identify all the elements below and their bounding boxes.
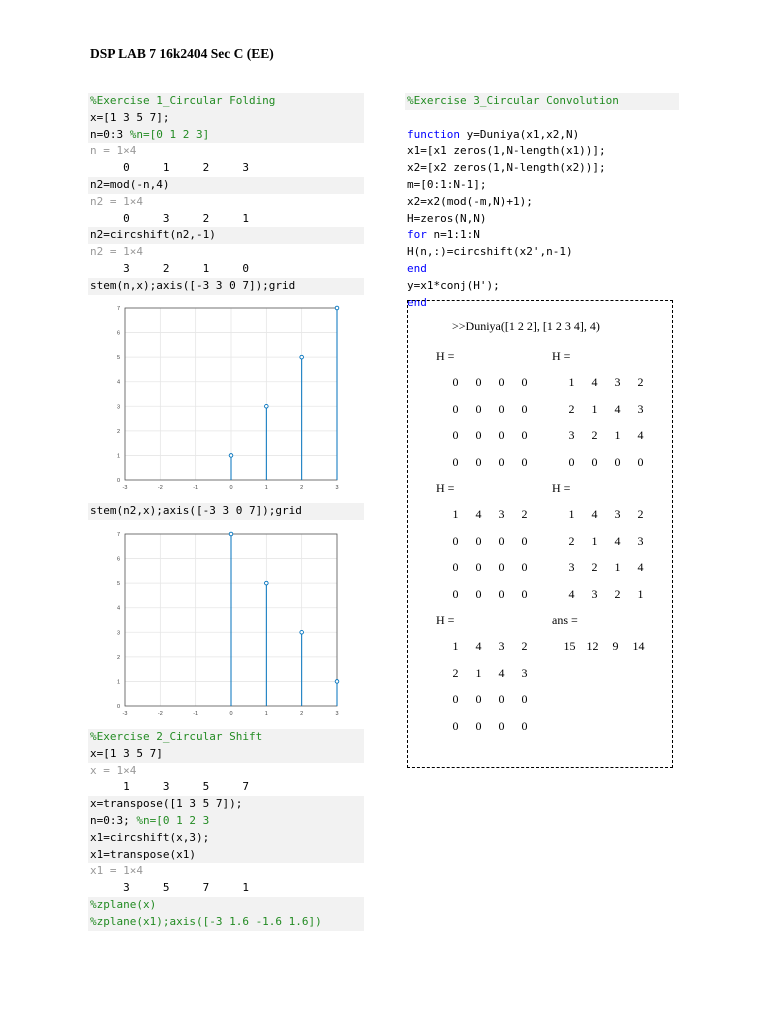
code-text: for <box>407 228 427 242</box>
code-line <box>405 227 679 244</box>
code-text: n = 1×4 <box>90 144 137 158</box>
code-line <box>88 110 364 127</box>
code-text: %Exercise 3_Circular Convolution <box>407 94 619 107</box>
code-line <box>88 847 364 864</box>
matrix-cell: 1 <box>568 507 575 521</box>
code-extra: %n=[0 1 2 3 <box>136 813 210 827</box>
matrix-row <box>444 719 536 734</box>
matrix-cell: 2 <box>452 665 459 680</box>
matrix-row <box>444 428 536 443</box>
code-text: n2=mod(-n,4) <box>90 177 170 191</box>
matrix-cell: 0 <box>521 692 528 706</box>
matrix-cell: 4 <box>637 428 644 442</box>
code-line <box>88 746 364 763</box>
x-tick-label: -3 <box>122 711 128 717</box>
code-block-exercise-2 <box>88 729 364 931</box>
matrix-cell: 0 <box>521 428 528 442</box>
code-text: x=[1 3 5 7] <box>90 746 163 760</box>
x-tick-label: 3 <box>335 485 339 491</box>
matrix-cell: 4 <box>568 586 575 601</box>
matrix-row <box>444 639 536 654</box>
matrix-row <box>560 402 652 417</box>
ans-row <box>558 639 650 654</box>
code-text: %Exercise 1_Circular Folding <box>90 94 276 107</box>
code-text: x1=circshift(x,3); <box>90 830 210 844</box>
x-tick-label: 0 <box>229 711 233 717</box>
code-text: 0 1 2 3 <box>90 161 249 175</box>
matrix-cell: 0 <box>521 586 528 601</box>
x-tick-label: -1 <box>193 711 199 717</box>
y-tick-label: 5 <box>116 355 120 362</box>
code-line <box>405 244 679 261</box>
stem-marker <box>300 355 304 359</box>
y-tick-label: 7 <box>116 306 120 312</box>
matrix-cell: 3 <box>521 665 528 680</box>
matrix-cell: 4 <box>498 665 505 680</box>
matrix-row <box>444 692 536 707</box>
matrix-row <box>444 375 536 390</box>
matrix-cell: 4 <box>475 639 482 653</box>
code-line <box>88 143 364 160</box>
matrix-cell: 2 <box>591 428 598 442</box>
code-text: 3 2 1 0 <box>90 261 249 275</box>
matrix-cell: 3 <box>591 586 598 601</box>
code-line <box>88 830 364 847</box>
matrix-cell: 4 <box>591 507 598 521</box>
matrix-cell: 1 <box>591 533 598 548</box>
y-tick-label: 5 <box>116 581 120 588</box>
code-text: x=[1 3 5 7]; <box>90 110 170 124</box>
h-label: H = <box>436 349 455 363</box>
matrix-cell: 0 <box>498 560 505 574</box>
code-line <box>405 177 679 194</box>
y-tick-label: 4 <box>116 379 120 386</box>
code-text: stem(n,x);axis([-3 3 0 7]);grid <box>90 278 296 292</box>
y-tick-label: 2 <box>116 428 120 435</box>
code-text: %zplane(x1);axis([-3 1.6 -1.6 1.6]) <box>90 914 322 928</box>
matrix-cell: 1 <box>475 665 482 680</box>
matrix-row <box>560 428 652 443</box>
matrix-cell: 0 <box>568 454 575 469</box>
matrix-cell: 3 <box>614 375 621 389</box>
code-text: x=transpose([1 3 5 7]); <box>90 797 243 811</box>
code-text: x1=transpose(x1) <box>90 847 196 861</box>
y-tick-label: 0 <box>116 478 120 484</box>
stem-plot-2 <box>110 528 350 720</box>
code-line <box>405 194 679 211</box>
matrix-cell: 0 <box>452 375 459 389</box>
matrix-row <box>560 587 652 602</box>
matrix-cell: 0 <box>475 375 482 389</box>
code-text: n2=circshift(n2,-1) <box>90 228 216 242</box>
code-text: n=0:3 <box>90 127 130 141</box>
code-line <box>88 880 364 897</box>
code-line <box>88 796 364 813</box>
matrix-cell: 2 <box>591 560 598 574</box>
matrix-cell: 0 <box>452 454 459 469</box>
code-extra: y=Duniya(x1,x2,N) <box>459 127 580 141</box>
x-tick-label: 3 <box>335 711 339 717</box>
stem-plot-1 <box>110 302 350 494</box>
code-text: H(n,:)=circshift(x2',n-1) <box>407 245 573 259</box>
code-line <box>88 160 364 177</box>
code-text: m=[0:1:N-1]; <box>407 177 487 191</box>
matrix-row <box>444 560 536 575</box>
matrix-cell: 1 <box>452 639 459 653</box>
matrix-cell: 2 <box>637 507 644 521</box>
matrix-row <box>444 666 536 681</box>
code-text: x2=[x2 zeros(1,N-length(x2))]; <box>407 161 606 175</box>
matrix-cell: 4 <box>614 401 621 416</box>
matrix-cell: 1 <box>591 401 598 416</box>
matrix-row <box>444 507 536 522</box>
matrix-cell: 2 <box>521 507 528 521</box>
code-line <box>88 763 364 780</box>
code-line <box>405 261 679 278</box>
code-line <box>405 160 679 177</box>
code-text: end <box>407 295 427 309</box>
code-text: 0 3 2 1 <box>90 211 249 225</box>
code-extra: n=1:1:N <box>426 228 480 242</box>
code-text: end <box>407 261 427 275</box>
matrix-cell: 3 <box>637 533 644 548</box>
code-block-exercise-1 <box>88 93 364 295</box>
stem-marker <box>265 581 269 585</box>
code-line <box>405 127 679 144</box>
matrix-row <box>560 375 652 390</box>
y-tick-label: 3 <box>116 404 120 411</box>
matrix-cell: 0 <box>475 692 482 706</box>
code-text: x2=x2(mod(-m,N)+1); <box>407 194 533 208</box>
code-line <box>88 227 364 244</box>
matrix-cell: 0 <box>521 718 528 733</box>
matrix-row <box>444 587 536 602</box>
matrix-cell: 1 <box>614 428 621 442</box>
matrix-cell: 2 <box>568 533 575 548</box>
code-line <box>405 278 679 295</box>
ans-cell: 15 <box>563 639 576 653</box>
matrix-cell: 0 <box>498 692 505 706</box>
code-line <box>88 261 364 278</box>
page-title: DSP LAB 7 16k2404 Sec C (EE) <box>90 46 274 61</box>
code-line <box>88 729 364 746</box>
code-text: x1 = 1×4 <box>90 864 143 878</box>
stem-marker <box>229 532 233 536</box>
output-box <box>407 300 673 768</box>
matrix-cell: 4 <box>475 507 482 521</box>
y-tick-label: 2 <box>116 654 120 661</box>
matrix-cell: 0 <box>452 533 459 548</box>
code-line <box>88 244 364 261</box>
matrix-cell: 4 <box>614 533 621 548</box>
ans-cell: 14 <box>632 639 645 653</box>
code-text: %Exercise 2_Circular Shift <box>90 730 263 743</box>
x-tick-label: 2 <box>300 711 304 717</box>
matrix-cell: 0 <box>591 454 598 469</box>
code-line <box>405 143 679 160</box>
matrix-cell: 2 <box>521 639 528 653</box>
matrix-cell: 3 <box>637 401 644 416</box>
x-tick-label: 1 <box>264 485 268 491</box>
matrix-cell: 0 <box>498 586 505 601</box>
code-text: %zplane(x) <box>90 897 157 911</box>
code-line <box>88 278 364 295</box>
matrix-cell: 0 <box>452 401 459 416</box>
code-text: function <box>407 127 460 141</box>
ans-label: ans = <box>552 613 578 627</box>
y-tick-label: 6 <box>116 556 120 563</box>
code-line <box>88 127 364 144</box>
stem-marker <box>229 454 233 458</box>
code-block-stem-2 <box>88 503 364 520</box>
matrix-cell: 0 <box>498 428 505 442</box>
code-line <box>405 211 679 228</box>
ans-cell: 9 <box>612 639 619 653</box>
matrix-cell: 1 <box>452 507 459 521</box>
matrix-row <box>560 455 652 470</box>
x-tick-label: -2 <box>157 711 163 717</box>
matrix-cell: 0 <box>475 560 482 574</box>
code-text: y=x1*conj(H'); <box>407 278 500 292</box>
h-label: H = <box>552 481 571 495</box>
matrix-cell: 0 <box>521 401 528 416</box>
matrix-cell: 0 <box>452 560 459 574</box>
matrix-cell: 0 <box>475 586 482 601</box>
y-tick-label: 4 <box>116 605 120 612</box>
code-text: 1 3 5 7 <box>90 780 249 794</box>
matrix-cell: 0 <box>475 401 482 416</box>
matrix-row <box>560 560 652 575</box>
matrix-cell: 0 <box>521 454 528 469</box>
ans-cell: 12 <box>586 639 599 653</box>
matrix-cell: 4 <box>637 560 644 574</box>
code-text: stem(n2,x);axis([-3 3 0 7]);grid <box>90 504 302 517</box>
code-text: x1=[x1 zeros(1,N-length(x1))]; <box>407 144 606 158</box>
code-text: n2 = 1×4 <box>90 194 143 208</box>
code-line <box>405 110 679 127</box>
matrix-cell: 0 <box>475 533 482 548</box>
code-line <box>88 863 364 880</box>
code-line <box>88 194 364 211</box>
matrix-cell: 3 <box>614 507 621 521</box>
x-tick-label: 1 <box>264 711 268 717</box>
x-tick-label: 2 <box>300 485 304 491</box>
matrix-cell: 0 <box>498 401 505 416</box>
matrix-cell: 3 <box>568 560 575 574</box>
matrix-cell: 0 <box>452 586 459 601</box>
matrix-cell: 0 <box>498 533 505 548</box>
y-tick-label: 1 <box>116 679 120 686</box>
matrix-cell: 3 <box>498 507 505 521</box>
code-block-exercise-3 <box>405 93 679 311</box>
matrix-cell: 4 <box>591 375 598 389</box>
code-text: n=0:3; <box>90 813 137 827</box>
code-text: 3 5 7 1 <box>90 881 249 895</box>
matrix-cell: 0 <box>475 428 482 442</box>
matrix-row <box>444 455 536 470</box>
code-line <box>88 93 364 110</box>
matrix-cell: 1 <box>637 586 644 601</box>
matrix-cell: 2 <box>614 586 621 601</box>
matrix-cell: 0 <box>452 428 459 442</box>
code-text: H=zeros(N,N) <box>407 211 487 225</box>
matrix-cell: 0 <box>498 375 505 389</box>
code-text: x = 1×4 <box>90 763 137 777</box>
stem-marker <box>335 306 339 310</box>
matrix-row <box>560 534 652 549</box>
stem-marker <box>265 404 269 408</box>
matrix-row <box>444 402 536 417</box>
matrix-row <box>560 507 652 522</box>
code-line <box>88 897 364 914</box>
x-tick-label: 0 <box>229 485 233 491</box>
matrix-cell: 1 <box>614 560 621 574</box>
x-tick-label: -2 <box>157 485 163 491</box>
matrix-cell: 2 <box>568 401 575 416</box>
matrix-cell: 0 <box>475 454 482 469</box>
matrix-cell: 3 <box>568 428 575 442</box>
x-tick-label: -1 <box>193 485 199 491</box>
matrix-cell: 1 <box>568 375 575 389</box>
matrix-cell: 0 <box>637 454 644 469</box>
h-label: H = <box>436 613 455 627</box>
x-tick-label: -3 <box>122 485 128 491</box>
code-line <box>88 211 364 228</box>
h-label: H = <box>552 349 571 363</box>
y-tick-label: 0 <box>116 704 120 710</box>
code-line <box>88 503 364 520</box>
h-label: H = <box>436 481 455 495</box>
stem-marker <box>300 630 304 634</box>
matrix-cell: 0 <box>521 533 528 548</box>
stem-marker <box>335 680 339 684</box>
code-extra: %n=[0 1 2 3] <box>129 127 210 141</box>
code-line <box>405 93 679 110</box>
matrix-cell: 0 <box>521 560 528 574</box>
matrix-cell: 0 <box>452 692 459 706</box>
matrix-cell: 0 <box>498 718 505 733</box>
y-tick-label: 1 <box>116 453 120 460</box>
y-tick-label: 7 <box>116 532 120 538</box>
y-tick-label: 6 <box>116 330 120 337</box>
matrix-row <box>444 534 536 549</box>
code-line <box>88 177 364 194</box>
matrix-cell: 0 <box>452 718 459 733</box>
code-line <box>88 813 364 830</box>
matrix-cell: 2 <box>637 375 644 389</box>
matrix-cell: 0 <box>614 454 621 469</box>
code-text: n2 = 1×4 <box>90 245 143 259</box>
matrix-cell: 0 <box>498 454 505 469</box>
matrix-cell: 3 <box>498 639 505 653</box>
matrix-cell: 0 <box>475 718 482 733</box>
y-tick-label: 3 <box>116 630 120 637</box>
matrix-cell: 0 <box>521 375 528 389</box>
code-line <box>88 779 364 796</box>
command-line: >>Duniya([1 2 2], [1 2 3 4], 4) <box>452 319 600 333</box>
code-line <box>88 914 364 931</box>
